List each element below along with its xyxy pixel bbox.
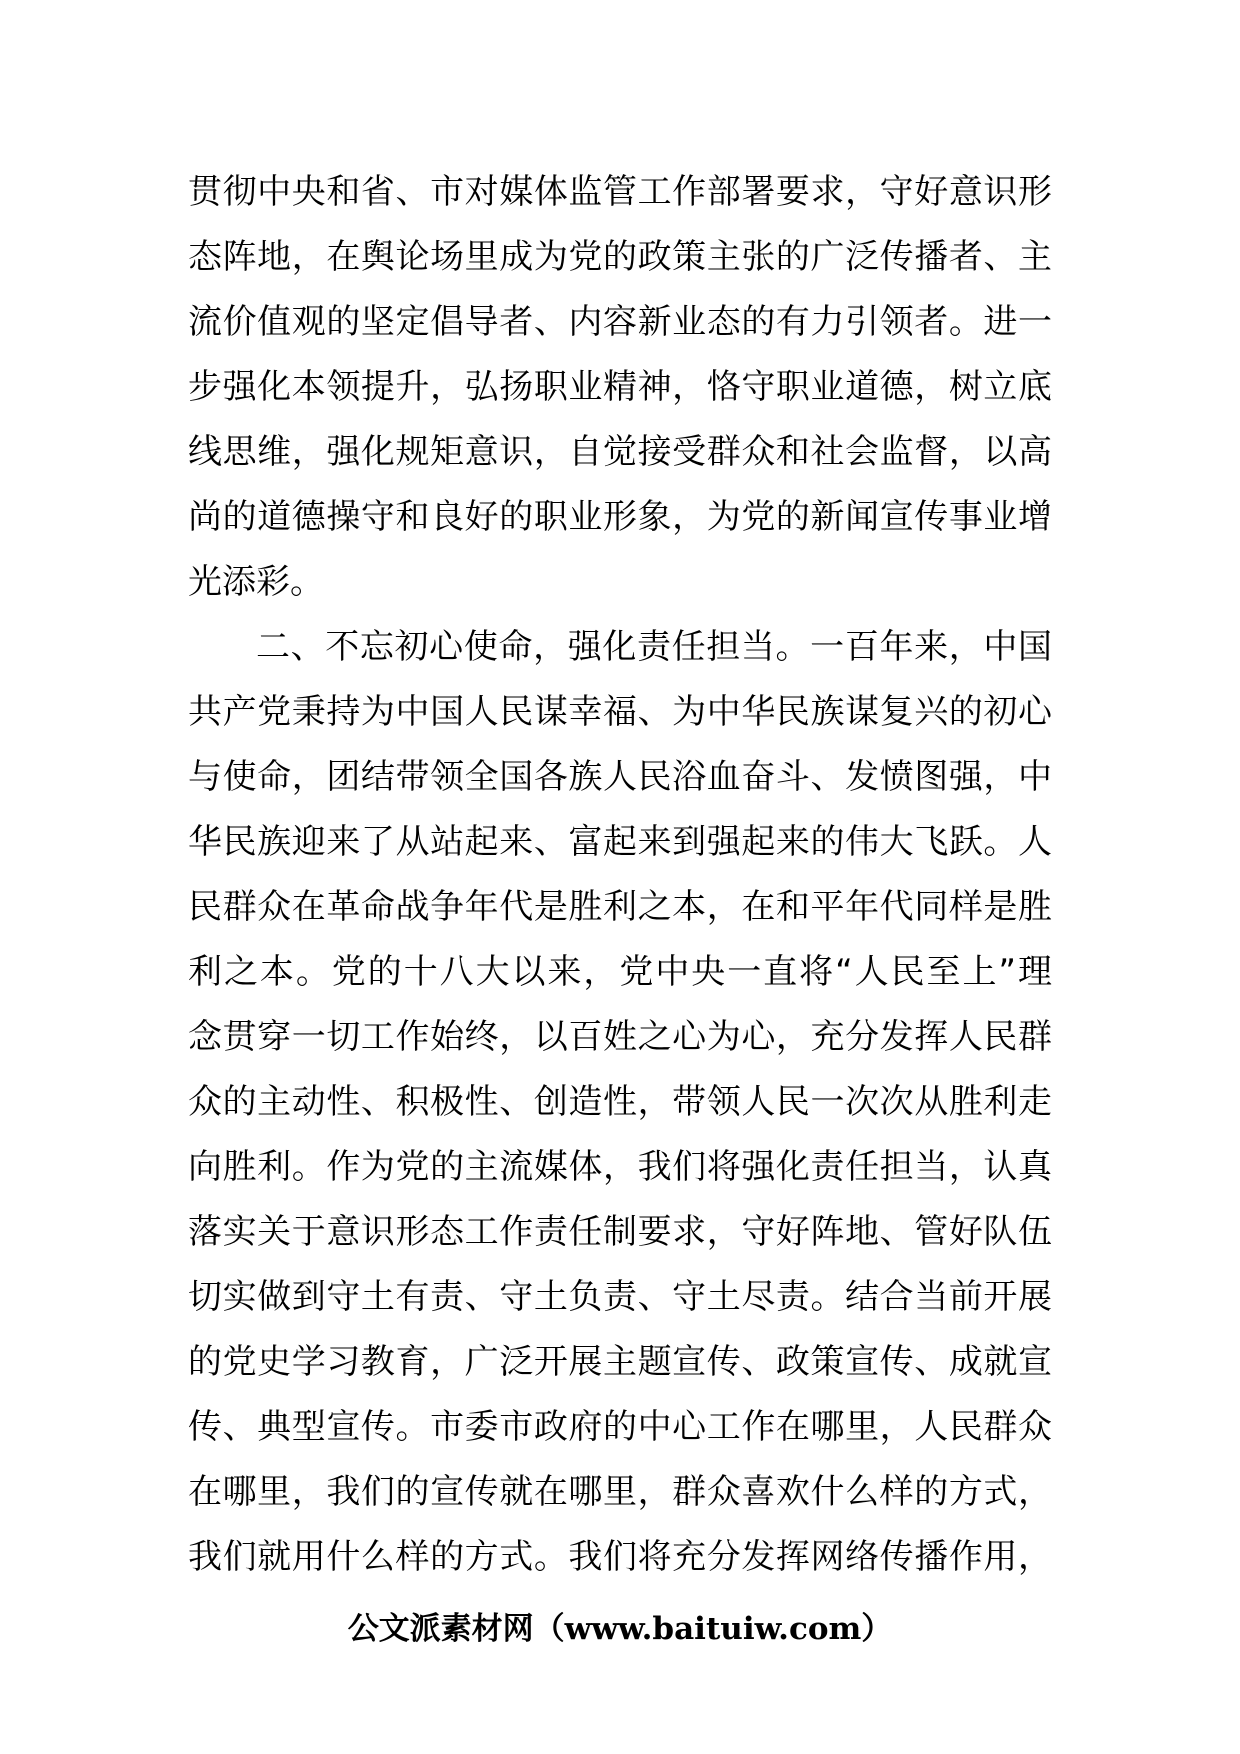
- text-line: 落实关于意识形态工作责任制要求，守好阵地、管好队伍: [188, 1212, 1052, 1252]
- text-line: 切实做到守土有责、守土负责、守土尽责。结合当前开展: [188, 1277, 1052, 1317]
- text-line: 念贯穿一切工作始终，以百姓之心为心，充分发挥人民群: [188, 1017, 1052, 1057]
- text-line: 流价值观的坚定倡导者、内容新业态的有力引领者。进一: [188, 302, 1052, 342]
- text-line: 态阵地，在舆论场里成为党的政策主张的广泛传播者、主: [188, 237, 1052, 277]
- text-line: 尚的道德操守和良好的职业形象，为党的新闻宣传事业增: [188, 497, 1052, 537]
- text-line: 在哪里，我们的宣传就在哪里，群众喜欢什么样的方式，: [188, 1472, 1052, 1512]
- text-line: 贯彻中央和省、市对媒体监管工作部署要求，守好意识形: [188, 172, 1052, 212]
- text-line: 民群众在革命战争年代是胜利之本，在和平年代同样是胜: [188, 887, 1052, 927]
- text-line: 光添彩。: [188, 562, 324, 602]
- document-body: [188, 160, 1052, 1590]
- text-line: 步强化本领提升，弘扬职业精神，恪守职业道德，树立底: [188, 367, 1052, 407]
- text-line: 共产党秉持为中国人民谋幸福、为中华民族谋复兴的初心: [188, 692, 1052, 732]
- text-line: 与使命，团结带领全国各族人民浴血奋斗、发愤图强，中: [188, 757, 1052, 797]
- text-line: 众的主动性、积极性、创造性，带领人民一次次从胜利走: [188, 1082, 1052, 1122]
- text-line: 线思维，强化规矩意识，自觉接受群众和社会监督，以高: [188, 432, 1052, 472]
- text-line: 华民族迎来了从站起来、富起来到强起来的伟大飞跃。人: [188, 822, 1052, 862]
- text-line: 利之本。党的十八大以来，党中央一直将“人民至上”理: [188, 952, 1052, 992]
- footer-watermark: 公文派素材网（www.baituiw.com）: [347, 1611, 893, 1647]
- text-line: 的党史学习教育，广泛开展主题宣传、政策宣传、成就宣: [188, 1342, 1052, 1382]
- text-line: 向胜利。作为党的主流媒体，我们将强化责任担当，认真: [188, 1147, 1052, 1187]
- text-line: 我们就用什么样的方式。我们将充分发挥网络传播作用，: [188, 1537, 1052, 1577]
- section-heading-line: 二、不忘初心使命，强化责任担当。一百年来，中国: [256, 627, 1052, 667]
- text-line: 传、典型宣传。市委市政府的中心工作在哪里，人民群众: [188, 1407, 1052, 1447]
